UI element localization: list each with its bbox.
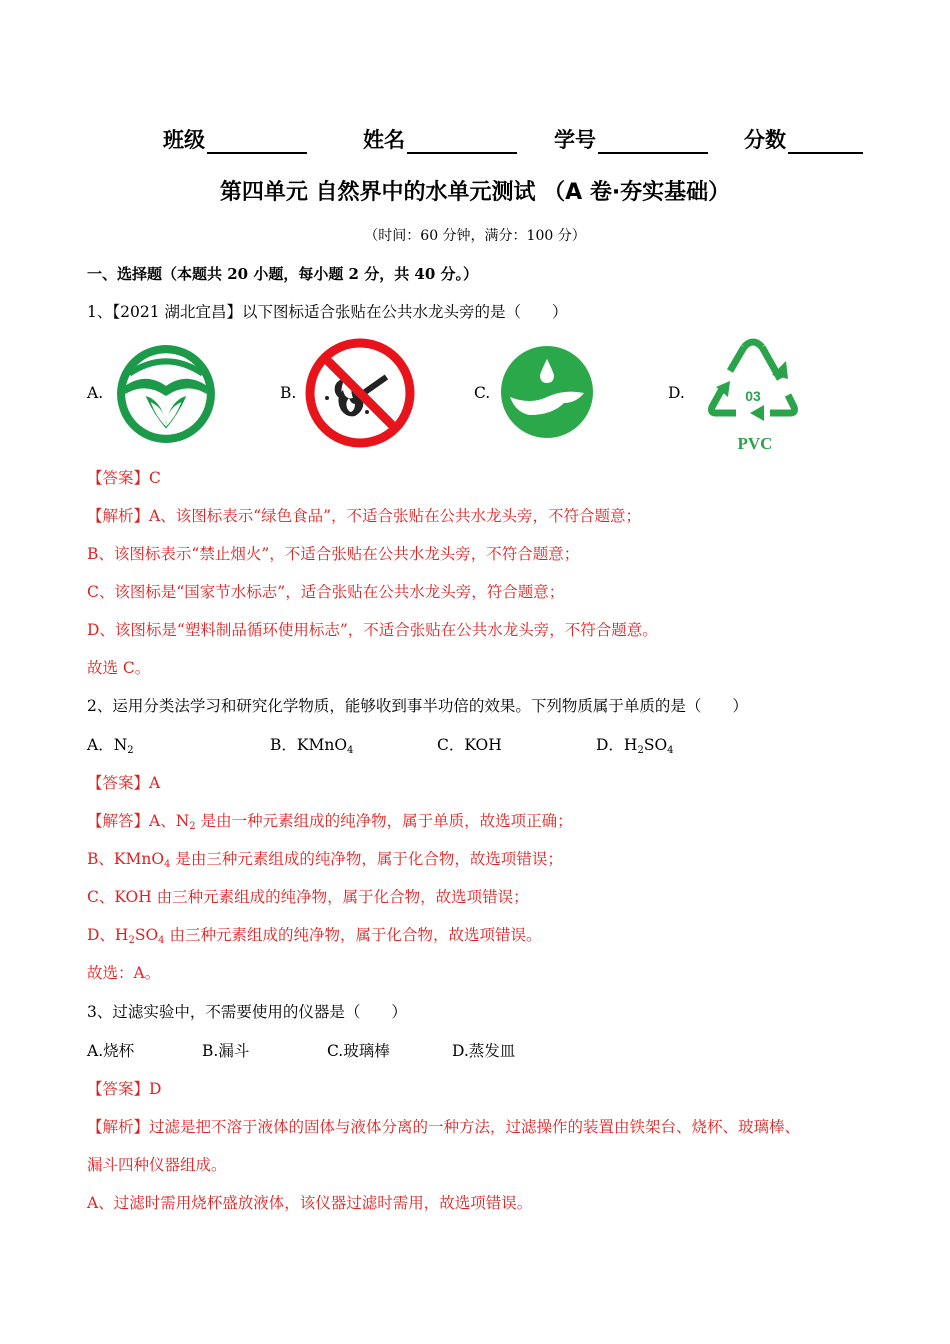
q1-analysis-line-1 <box>87 504 641 526</box>
recycle-number: 03 <box>745 388 761 404</box>
q1-option-c-label: C. <box>474 384 491 402</box>
name-label: 姓名 <box>363 128 405 152</box>
number-field <box>554 124 708 154</box>
q3-answer: 【答案】D <box>87 1080 162 1098</box>
q1-option-a-label: A. <box>87 384 104 402</box>
name-blank[interactable] <box>407 130 517 154</box>
section-heading: 一、选择题（本题共 20 小题，每小题 2 分，共 40 分。） <box>87 265 479 283</box>
q1-analysis-line-3: C、该图标是“国家节水标志”，适合张贴在公共水龙头旁，符合题意； <box>87 583 565 601</box>
q3-stem: 3、过滤实验中，不需要使用的仪器是（ ） <box>87 1003 407 1021</box>
class-label: 班级 <box>163 128 205 152</box>
q2-answer: 【答案】A <box>87 774 161 792</box>
green-food-icon <box>115 343 217 445</box>
q1-answer: 【答案】C <box>87 469 161 487</box>
q2-option-a: A．$N_2$ <box>87 736 134 756</box>
q2-analysis-line-3: C、KOH 由三种元素组成的纯净物，属于化合物，故选项错误； <box>87 888 529 906</box>
q3-analysis-line-3: A、过滤时需用烧杯盛放液体，该仪器过滤时需用，故选项错误。 <box>87 1194 533 1212</box>
no-fire-icon <box>305 338 415 448</box>
recycle-pvc-icon <box>700 335 806 457</box>
recycle-label: PVC <box>737 434 773 453</box>
q1-option-d-label: D. <box>668 384 685 402</box>
q3-analysis-line-2: 漏斗四种仪器组成。 <box>87 1156 227 1174</box>
q2-conclusion: 故选：A。 <box>87 964 161 982</box>
q2-analysis-line-4: D、$H_2SO_4$ 由三种元素组成的纯净物，属于化合物，故选项错误。 <box>87 926 542 946</box>
q2-analysis-line-1: 【解答】A、$N_2$ 是由一种元素组成的纯净物，属于单质，故选项正确； <box>87 812 573 832</box>
class-blank[interactable] <box>207 130 307 154</box>
q3-analysis-line-1: 【解析】过滤是把不溶于液体的固体与液体分离的一种方法，过滤操作的装置由铁架台、烧杯、玻璃棒、 <box>87 1118 801 1136</box>
q3-option-a: A.烧杯 <box>87 1042 135 1060</box>
q2-option-b: B．KMnO$_4$ <box>270 736 354 756</box>
water-saving-icon <box>500 345 594 439</box>
q2-analysis-line-2: B、KMnO$_4$ 是由三种元素组成的纯净物，属于化合物，故选项错误； <box>87 850 563 870</box>
q3-option-c: C.玻璃棒 <box>327 1042 390 1060</box>
page-title: 第四单元 自然界中的水单元测试 （A 卷·夯实基础） <box>219 180 731 205</box>
score-label: 分数 <box>744 128 786 152</box>
number-label: 学号 <box>554 128 596 152</box>
q2-option-c: C．KOH <box>437 736 502 754</box>
q1-analysis-a: A、该图标表示“绿色食品”，不适合张贴在公共水龙头旁，不符合题意； <box>149 507 642 525</box>
score-field <box>744 124 863 154</box>
q2-stem: 2、运用分类法学习和研究化学物质，能够收到事半功倍的效果。下列物质属于单质的是（ ） <box>87 697 748 715</box>
class-field <box>163 124 307 154</box>
q1-analysis-tag: 【解析】 <box>87 507 150 525</box>
q1-conclusion: 故选 C。 <box>87 659 151 677</box>
score-blank[interactable] <box>788 130 863 154</box>
name-field <box>363 124 517 154</box>
q1-analysis-line-4: D、该图标是“塑料制品循环使用标志”，不适合张贴在公共水龙头旁，不符合题意。 <box>87 621 658 639</box>
q1-option-b-label: B. <box>280 384 297 402</box>
q1-analysis-line-2: B、该图标表示“禁止烟火”，不适合张贴在公共水龙头旁，不符合题意； <box>87 545 580 563</box>
page-subtitle: （时间：60 分钟，满分：100 分） <box>364 228 586 244</box>
q3-option-b: B.漏斗 <box>202 1042 250 1060</box>
q2-option-d: D．$H_2SO_4$ <box>596 736 674 756</box>
number-blank[interactable] <box>598 130 708 154</box>
q3-option-d: D.蒸发皿 <box>452 1042 516 1060</box>
q1-stem: 1、【2021 湖北宜昌】以下图标适合张贴在公共水龙头旁的是（ ） <box>87 303 568 321</box>
